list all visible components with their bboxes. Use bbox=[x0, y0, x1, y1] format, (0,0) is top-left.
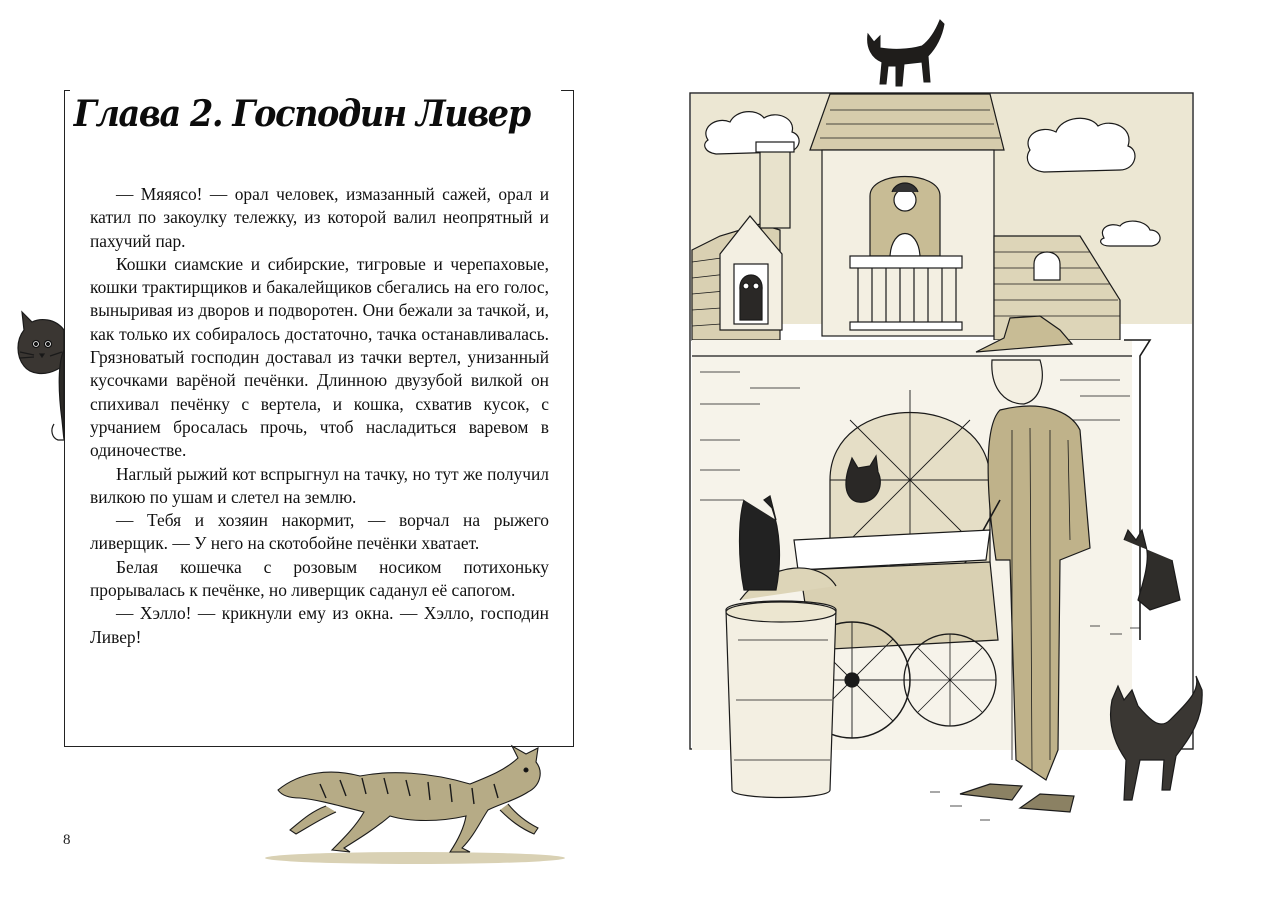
running-cat-illustration bbox=[265, 746, 565, 864]
right-illustration bbox=[690, 93, 1202, 820]
page-number: 8 bbox=[63, 832, 71, 848]
paragraph: Наглый рыжий кот вспрыгнул на тачку, но тут же получил вилкою по ушам и слетел на землю. bbox=[90, 463, 549, 507]
chapter-title: Глава 2. Господин Ливер bbox=[70, 86, 561, 142]
paragraph: — Мяяясо! — орал человек, измазанный сажей, орал и катил по закоулку тележку, из которой валил неопрятный и пахучий пар. bbox=[90, 184, 549, 251]
peeking-cat-illustration bbox=[18, 312, 64, 440]
paragraph: — Хэлло! — крикнули ему из окна. — Хэлло, господин Ливер! bbox=[90, 603, 549, 647]
roof-cat-illustration bbox=[868, 20, 944, 86]
paragraph: Белая кошечка с розовым носиком потихоньку прорывалась к печёнке, но ливерщик саданул её сапогом. bbox=[90, 556, 549, 601]
paragraph: — Тебя и хозяин накормит, — ворчал на рыжего ливерщик. — У него на скотобойне печёнки хватает. bbox=[90, 510, 549, 554]
paragraph: Кошки сиамские и сибирские, тигровые и черепаховые, кошки трактирщиков и бакалейщиков сбегались на его голос, выныривая из дворов и подворотен. Они бежали за тачкой, и, как только их собиралось достаточно, тачка останавливалась. Грязноватый господин доставал из тачки вертел, унизанный кусочками варёной печёнки. Длинною двузубой вилкой он спихивал печёнку с вертела, и кошка, схватив кусок, с урчанием бросалась прочь, чтоб насладиться варевом в одиночестве. bbox=[90, 253, 549, 461]
